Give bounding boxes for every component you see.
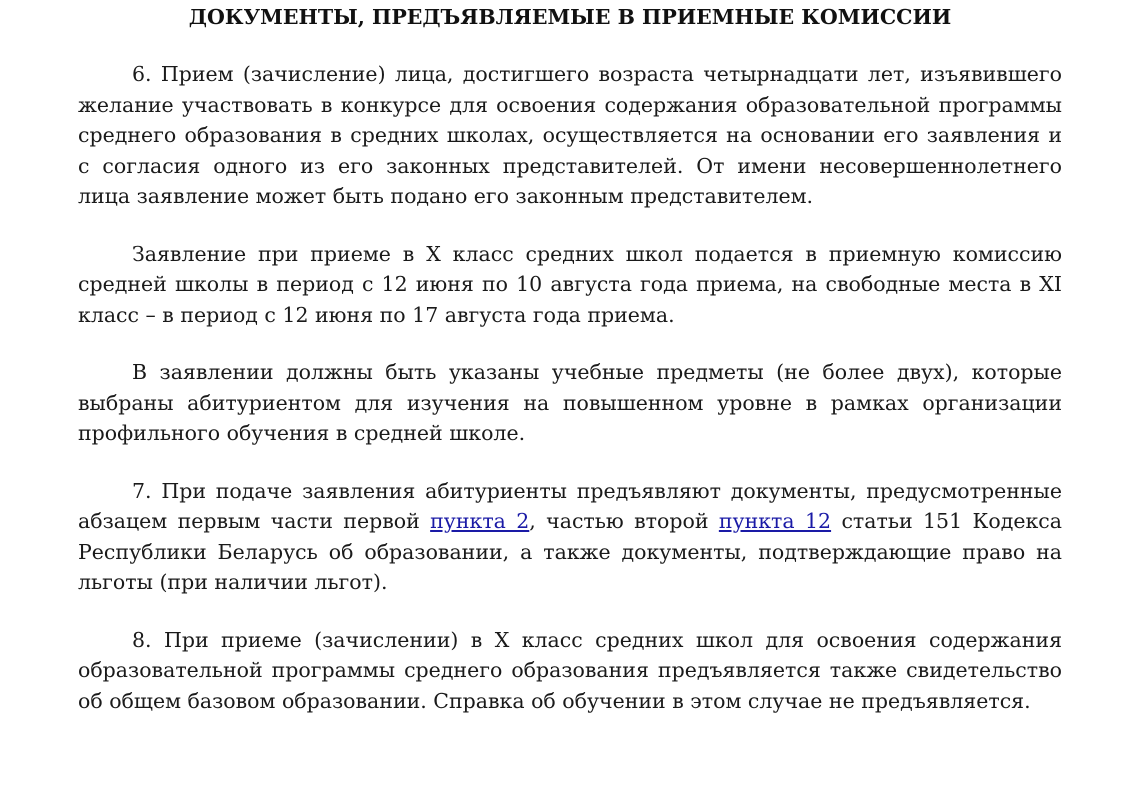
paragraph-8: 8. При приеме (зачислении) в X класс средних школ для освоения содержания образовательной программы среднего образования предъявляется также свидетельство об общем базовом образовании. Справка об обучении в этом случае не предъявляется. [78,627,1062,713]
link-punkt-2[interactable]: пункта 2 [430,509,530,533]
paragraph-7-text-2: , частью второй [529,509,719,533]
paragraph-subjects: В заявлении должны быть указаны учебные предметы (не более двух), которые выбраны абитуриентом для изучения на повышенном уровне в рамках организации профильного обучения в средней школе. [78,360,1062,445]
paragraph-7-text-1: 7. При подаче заявления абитуриенты предъявляют документы, предусмотренные абзацем первым части первой [78,478,1062,533]
paragraph-application-period: Заявление при приеме в X класс средних школ подается в приемную комиссию средней школы в период с 12 июня по 10 августа года приема, на свободные места в XI класс – в период с 12 июня по 17 августа года приема. [78,241,1062,327]
paragraph-7-text-3: статьи 151 Кодекса Республики Беларусь об образовании, а также документы, подтверждающие право на льготы (при наличии льгот). [78,509,1062,594]
link-punkt-12[interactable]: пункта 12 [718,509,832,533]
document-title: ДОКУМЕНТЫ, ПРЕДЪЯВЛЯЕМЫЕ В ПРИЕМНЫЕ КОМИССИИ [188,5,952,29]
paragraph-7 [78,476,1062,598]
paragraph-6: 6. Прием (зачисление) лица, достигшего возраста четырнадцати лет, изъявившего желание участвовать в конкурсе для освоения содержания образовательной программы среднего образования в средних школах, осуществляется на основании его заявления и с согласия одного из его законных представителей. От имени несовершеннолетнего лица заявление может быть подано его законным представителем. [78,62,1062,208]
